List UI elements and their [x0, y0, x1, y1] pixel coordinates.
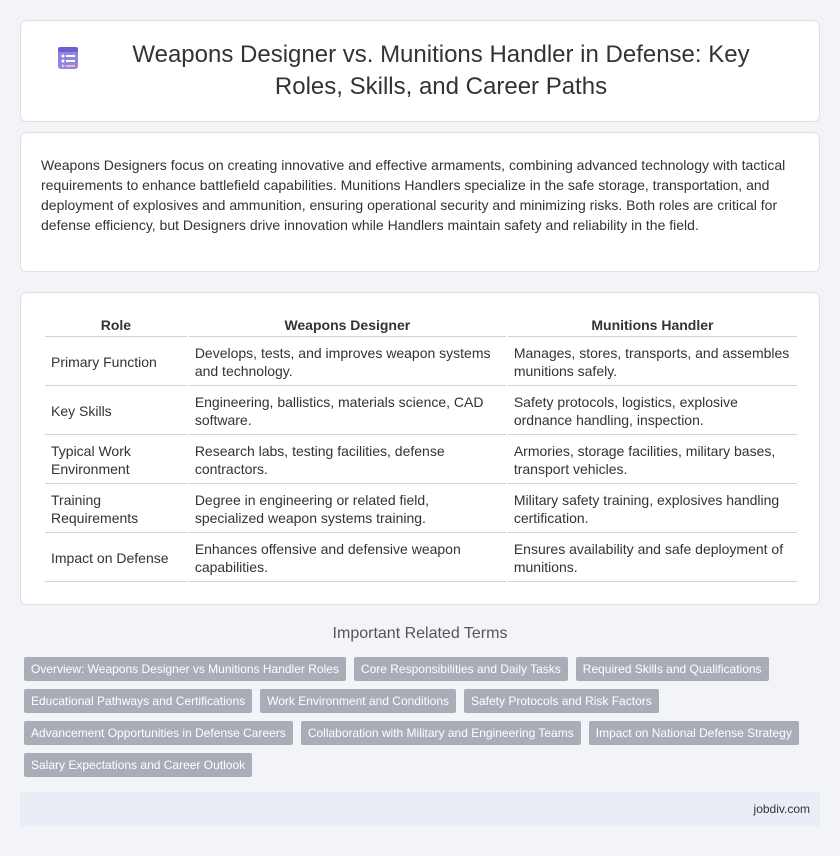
table-header-weapons-designer: Weapons Designer: [189, 313, 506, 337]
intro-paragraph: Weapons Designers focus on creating innovative and effective armaments, combining advanced technology with tactical requirements to enhance battlefield capabilities. Munitions Handlers specialize in the safe storage, transportation, and deployment of explosives and ammunition, ensuring operational security and minimizing risks. Both roles are critical for defense efficiency, but Designers drive innovation while Handlers maintain safety and reliability in the field.: [41, 157, 786, 233]
header-inner: [54, 39, 786, 103]
table-header-row: [45, 313, 797, 337]
table-cell-role: Primary Function: [45, 337, 187, 386]
table-cell-handler: Ensures availability and safe deployment of munitions.: [508, 533, 797, 582]
related-terms-title: Important Related Terms: [332, 625, 508, 642]
related-tag[interactable]: Overview: Weapons Designer vs Munitions Handler Roles: [24, 657, 346, 681]
table-cell-designer: Research labs, testing facilities, defense contractors.: [189, 435, 506, 484]
intro-card: [20, 132, 820, 272]
table-header-role: Role: [45, 313, 187, 337]
header-card: [20, 20, 820, 122]
table-row: [45, 533, 797, 582]
table-header-munitions-handler: Munitions Handler: [508, 313, 797, 337]
table-cell-handler: Manages, stores, transports, and assembles munitions safely.: [508, 337, 797, 386]
table-cell-designer: Degree in engineering or related field, specialized weapon systems training.: [189, 484, 506, 533]
table-cell-designer: Enhances offensive and defensive weapon capabilities.: [189, 533, 506, 582]
table-cell-role: Key Skills: [45, 386, 187, 435]
related-tag[interactable]: Educational Pathways and Certifications: [24, 689, 252, 713]
footer-site-link[interactable]: jobdiv.com: [753, 802, 810, 816]
related-terms-tags: [24, 657, 820, 777]
related-tag[interactable]: Safety Protocols and Risk Factors: [464, 689, 659, 713]
table-row: [45, 386, 797, 435]
comparison-table-card: [20, 292, 820, 605]
table-cell-designer: Engineering, ballistics, materials science, CAD software.: [189, 386, 506, 435]
table-row: [45, 337, 797, 386]
footer: [20, 792, 820, 826]
document-list-icon: [54, 44, 82, 72]
related-tag[interactable]: Advancement Opportunities in Defense Careers: [24, 721, 293, 745]
page-title: Weapons Designer vs. Munitions Handler in Defense: Key Roles, Skills, and Career Paths: [132, 41, 750, 100]
table-cell-handler: Military safety training, explosives handling certification.: [508, 484, 797, 533]
table-row: [45, 435, 797, 484]
table-cell-handler: Safety protocols, logistics, explosive ordnance handling, inspection.: [508, 386, 797, 435]
table-row: [45, 484, 797, 533]
related-tag[interactable]: Impact on National Defense Strategy: [589, 721, 799, 745]
table-cell-handler: Armories, storage facilities, military bases, transport vehicles.: [508, 435, 797, 484]
related-tag[interactable]: Core Responsibilities and Daily Tasks: [354, 657, 568, 681]
related-tag[interactable]: Salary Expectations and Career Outlook: [24, 753, 252, 777]
table-cell-role: Typical Work Environment: [45, 435, 187, 484]
related-tag[interactable]: Required Skills and Qualifications: [576, 657, 769, 681]
table-cell-role: Training Requirements: [45, 484, 187, 533]
comparison-table: [43, 313, 799, 582]
related-tag[interactable]: Work Environment and Conditions: [260, 689, 456, 713]
related-tag[interactable]: Collaboration with Military and Engineering Teams: [301, 721, 581, 745]
table-cell-role: Impact on Defense: [45, 533, 187, 582]
table-cell-designer: Develops, tests, and improves weapon systems and technology.: [189, 337, 506, 386]
